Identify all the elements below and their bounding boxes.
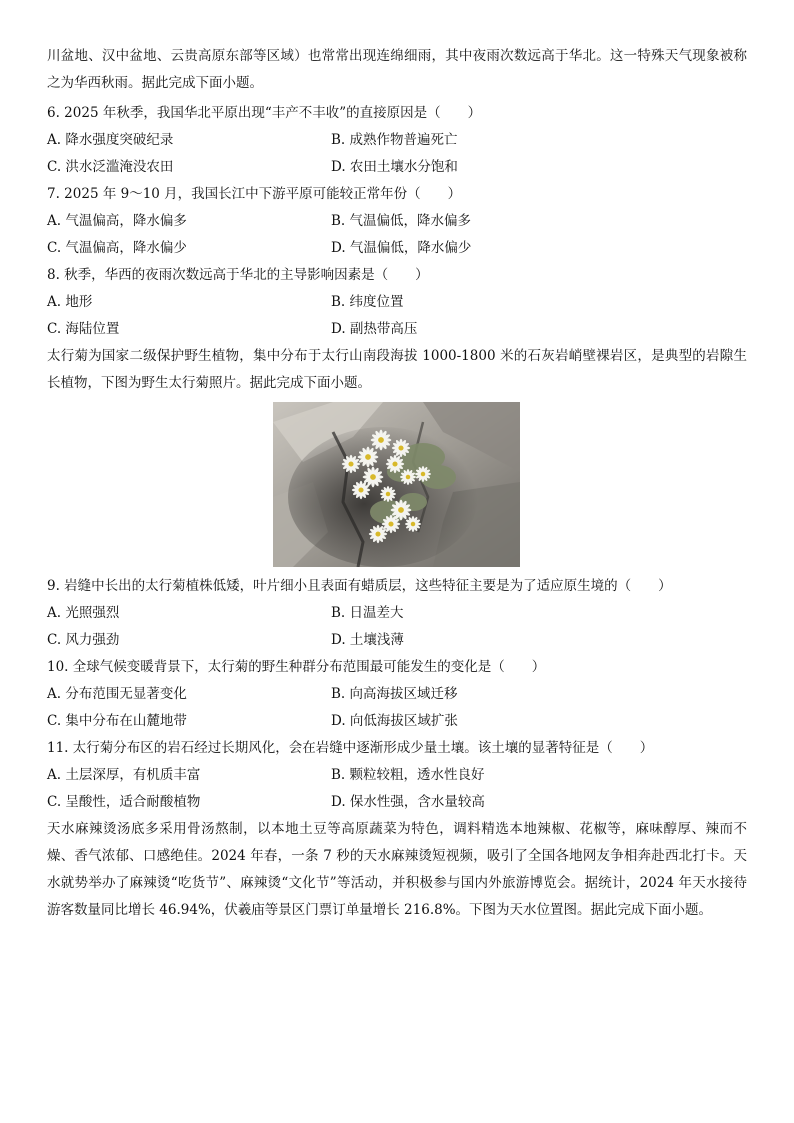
question-11-option-a: A. 土层深厚，有机质丰富: [47, 767, 201, 783]
question-6-option-d: D. 农田土壤水分饱和: [331, 159, 458, 175]
question-10-stem: 10. 全球气候变暖背景下，太行菊的野生种群分布范围最可能发生的变化是（ ）: [47, 659, 546, 675]
question-10-option-b: B. 向高海拔区域迁移: [331, 686, 458, 702]
question-8-option-d: D. 副热带高压: [331, 321, 418, 337]
question-10-option-d: D. 向低海拔区域扩张: [331, 713, 458, 729]
question-7-option-b: B. 气温偏低，降水偏多: [331, 213, 472, 229]
question-8-option-c: C. 海陆位置: [47, 321, 120, 337]
question-9-stem: 9. 岩缝中长出的太行菊植株低矮，叶片细小且表面有蜡质层，这些特征主要是为了适应原生境的（ ）: [47, 578, 672, 594]
question-8-option-b: B. 纬度位置: [331, 294, 404, 310]
intro-paragraph-tianshui-malatang: 天水麻辣烫汤底多采用骨汤熬制，以本地土豆等高原蔬菜为特色，调料精选本地辣椒、花椒等，麻味醇厚、辣而不燥、香气浓郁、口感绝佳。2024 年春，一条 7 秒的天水麻辣烫短视频，吸引了全国各地网友争相奔赴西北打卡。天水就势举办了麻辣烫“吃货节”、麻辣烫“文化节”等活动，并积极参与国内外旅游博览会。据统计，2024 年天水接待游客数量同比增长 46.94%，伏羲庙等景区门票订单量增长 216.8%。下图为天水位置图。据此完成下面小题。: [47, 821, 747, 918]
question-7-option-a: A. 气温偏高，降水偏多: [47, 213, 187, 229]
question-9-option-a: A. 光照强烈: [47, 605, 120, 621]
question-7-stem: 7. 2025 年 9～10 月，我国长江中下游平原可能较正常年份（ ）: [47, 186, 462, 202]
question-7-option-c: C. 气温偏高，降水偏少: [47, 240, 187, 256]
question-10-option-a: A. 分布范围无显著变化: [47, 686, 187, 702]
intro-paragraph-taihang-chrysanthemum: 太行菊为国家二级保护野生植物，集中分布于太行山南段海拔 1000-1800 米的石灰岩峭壁裸岩区，是典型的岩隙生长植物，下图为野生太行菊照片。据此完成下面小题。: [47, 348, 747, 391]
question-11-option-c: C. 呈酸性，适合耐酸植物: [47, 794, 201, 810]
question-7-option-d: D. 气温偏低，降水偏少: [331, 240, 472, 256]
intro-paragraph-autumn-rain: 川盆地、汉中盆地、云贵高原东部等区域）也常常出现连绵细雨，其中夜雨次数远高于华北。这一特殊天气现象被称之为华西秋雨。据此完成下面小题。: [47, 48, 747, 91]
question-8-stem: 8. 秋季，华西的夜雨次数远高于华北的主导影响因素是（ ）: [47, 267, 429, 283]
question-11-stem: 11. 太行菊分布区的岩石经过长期风化，会在岩缝中逐渐形成少量土壤。该土壤的显著特征是（ ）: [47, 740, 654, 756]
question-10-option-c: C. 集中分布在山麓地带: [47, 713, 187, 729]
question-6-stem: 6. 2025 年秋季，我国华北平原出现“丰产不丰收”的直接原因是（ ）: [47, 105, 482, 121]
question-9-option-c: C. 风力强劲: [47, 632, 120, 648]
question-6-option-a: A. 降水强度突破纪录: [47, 132, 174, 148]
taihang-chrysanthemum-photo: [273, 402, 520, 567]
question-6-option-b: B. 成熟作物普遍死亡: [331, 132, 458, 148]
question-11-option-d: D. 保水性强，含水量较高: [331, 794, 485, 810]
chrysanthemum-photo-image: [273, 402, 520, 567]
question-9-option-b: B. 日温差大: [331, 605, 404, 621]
question-8-option-a: A. 地形: [47, 294, 93, 310]
question-6-option-c: C. 洪水泛滥淹没农田: [47, 159, 174, 175]
question-11-option-b: B. 颗粒较粗，透水性良好: [331, 767, 485, 783]
question-9-option-d: D. 土壤浅薄: [331, 632, 404, 648]
